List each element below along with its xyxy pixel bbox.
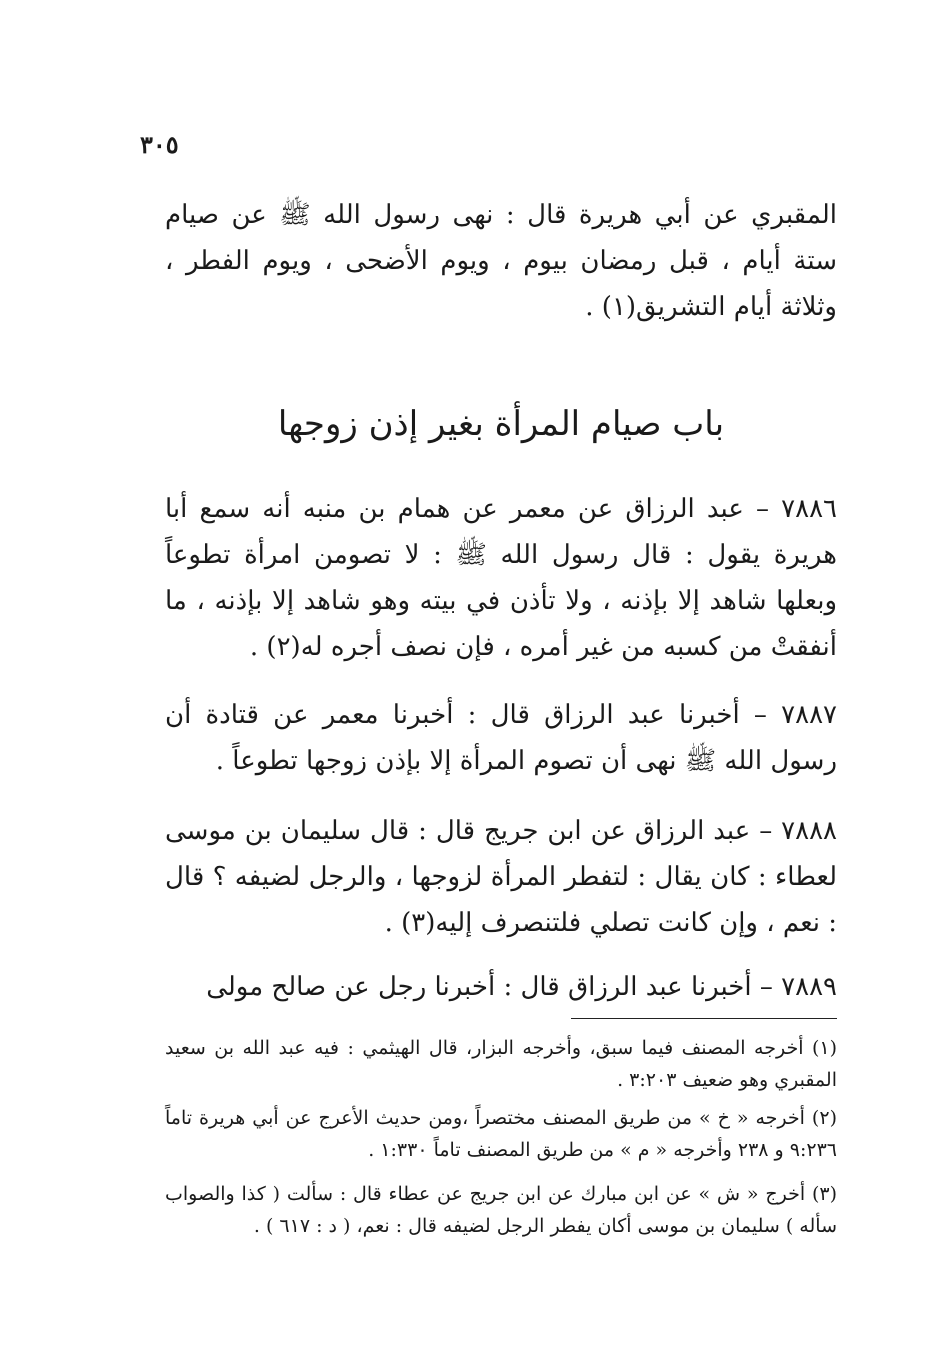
chapter-title: باب صيام المرأة بغير إذن زوجها: [277, 404, 725, 444]
hadith-7889: ٧٨٨٩ – أخبرنا عبد الرزاق قال : أخبرنا رجل عن صالح مولى: [206, 972, 837, 1002]
footnote-3: (٣) أخرج « ش » عن ابن مبارك عن ابن جريج عن عطاء قال : سألت ( كذا والصواب سأله ) سليمان بن موسى أكان يفطر الرجل لضيفه قال : نعم، ( د : ٦١٧ ) .: [165, 1183, 837, 1237]
hadith-7886: ٧٨٨٦ – عبد الرزاق عن معمر عن همام بن منبه أنه سمع أبا هريرة يقول : قال رسول الله ﷺ : لا تصومن امرأة تطوعاً وبعلها شاهد إلا بإذنه ، ولا تأذن في بيته وهو شاهد إلا بإذنه ، ما أنفقتْ من كسبه من غير أمره ، فإن نصف أجره له(٢) .: [165, 494, 837, 662]
footnote-divider: [571, 1018, 837, 1019]
footnote-1: (١) أخرجه المصنف فيما سبق، وأخرجه البزار، قال الهيثمي : فيه عبد الله بن سعيد المقبري وهو ضعيف ٣:٢٠٣ .: [165, 1037, 837, 1091]
page-number: ٣٠٥: [140, 130, 179, 159]
footnote-2: (٢) أخرجه « خ » من طريق المصنف مختصراً ،ومن حديث الأعرج عن أبي هريرة تاماً ٩:٢٣٦ و ٢٣٨ وأخرجه « م » من طريق المصنف تاماً ١:٣٣٠ .: [165, 1107, 837, 1161]
intro-paragraph: المقبري عن أبي هريرة قال : نهى رسول الله ﷺ عن صيام ستة أيام ، قبل رمضان بيوم ، ويوم الأضحى ، ويوم الفطر ، وثلاثة أيام التشريق(١) .: [165, 200, 837, 322]
hadith-7888: ٧٨٨٨ – عبد الرزاق عن ابن جريج قال : قال سليمان بن موسى لعطاء : كان يقال : لتفطر المرأة لزوجها ، والرجل لضيفه ؟ قال : نعم ، وإن كانت تصلي فلتنصرف إليه(٣) .: [165, 816, 837, 938]
hadith-7887: ٧٨٨٧ – أخبرنا عبد الرزاق قال : أخبرنا معمر عن قتادة أن رسول الله ﷺ نهى أن تصوم المرأة إلا بإذن زوجها تطوعاً .: [165, 700, 837, 776]
